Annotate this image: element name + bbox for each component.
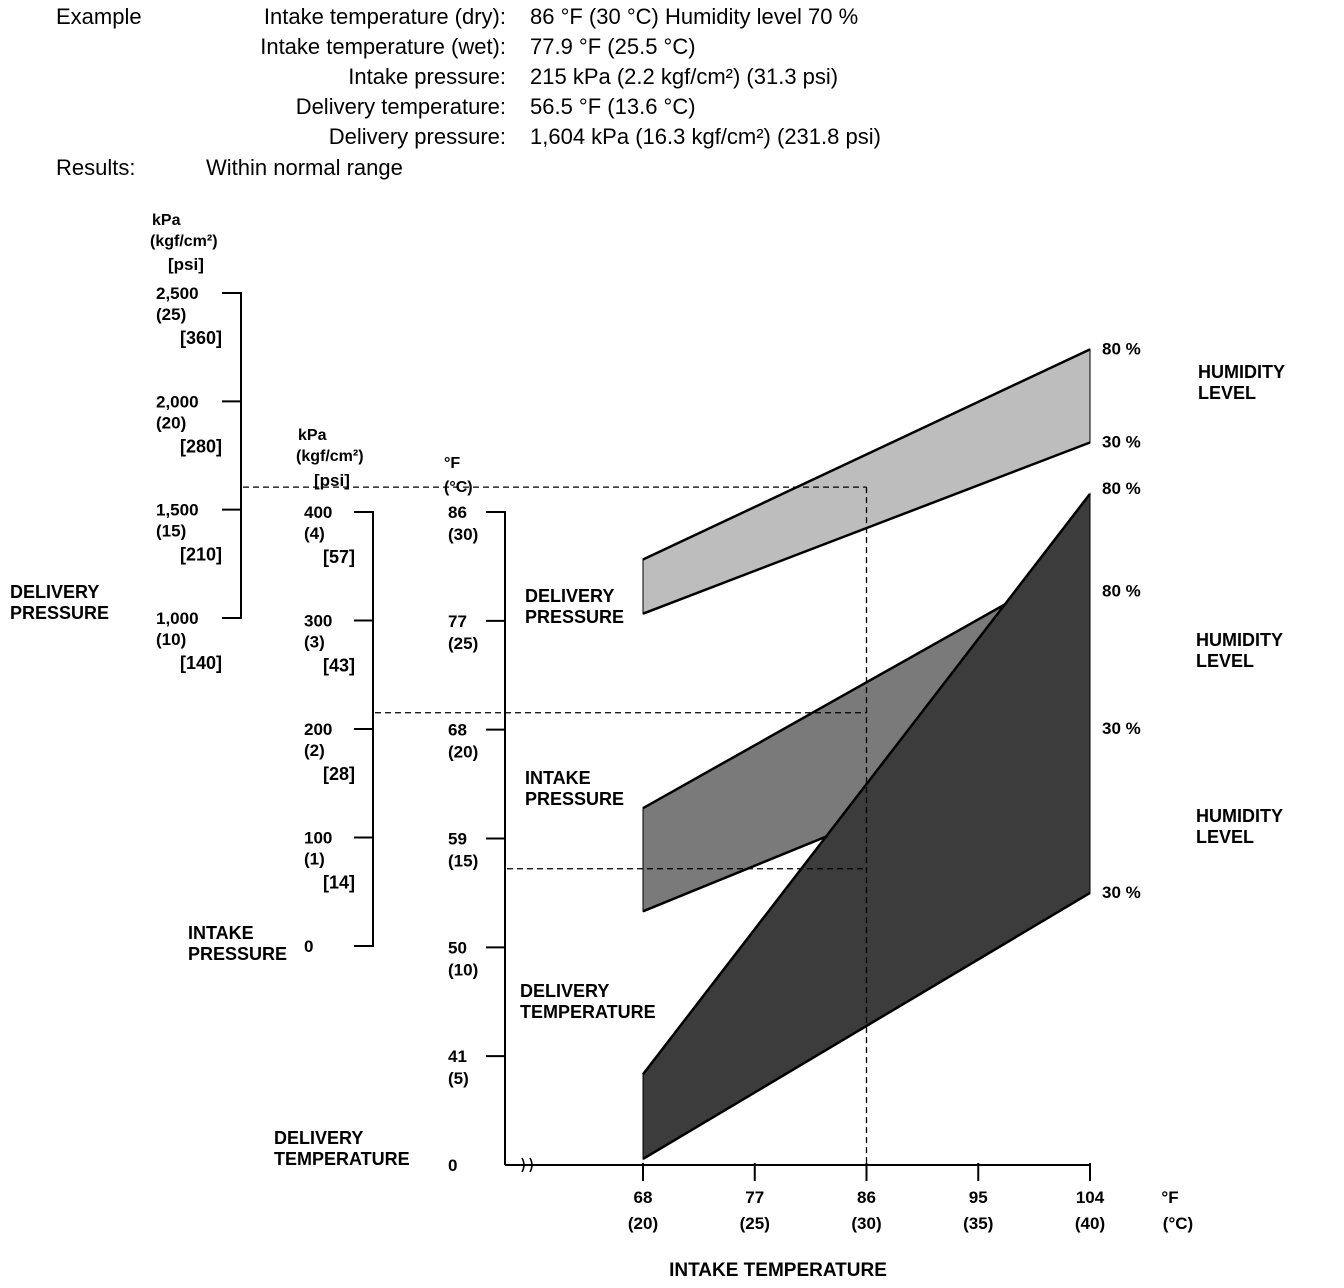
delivery-pressure-axis-title: DELIVERY bbox=[10, 582, 100, 602]
humidity-percent-label: 80 % bbox=[1102, 478, 1141, 498]
intake-temperature-tick-label: 86 bbox=[857, 1188, 876, 1207]
intake-pressure-tick-label: (3) bbox=[304, 632, 325, 652]
example-row-value: 1,604 kPa (16.3 kgf/cm²) (231.8 psi) bbox=[530, 124, 881, 149]
example-row-label: Intake temperature (wet): bbox=[260, 34, 506, 59]
delivery-temperature-tick-label: 86 bbox=[448, 503, 467, 522]
delivery-temperature-tick-label: (25) bbox=[448, 633, 479, 653]
example-row-value: 215 kPa (2.2 kgf/cm²) (31.3 psi) bbox=[530, 64, 839, 89]
delivery-temperature-tick-label: 41 bbox=[448, 1047, 467, 1067]
delivery-pressure-tick-label: [140] bbox=[179, 653, 222, 673]
humidity-percent-label: 30 % bbox=[1102, 882, 1141, 902]
humidity-level-label: LEVEL bbox=[1198, 383, 1257, 403]
intake-pressure-tick-label: [43] bbox=[322, 655, 355, 676]
axis-unit-label: °F bbox=[1161, 1188, 1179, 1207]
delivery-temperature-tick-label: 50 bbox=[448, 938, 467, 958]
intake-temperature-tick-label: (35) bbox=[963, 1214, 994, 1233]
example-row-label: Delivery pressure: bbox=[328, 124, 506, 149]
example-row-label: Intake pressure: bbox=[348, 64, 506, 89]
humidity-percent-label: 30 % bbox=[1102, 432, 1141, 452]
humidity-level-label: LEVEL bbox=[1196, 651, 1255, 671]
intake-pressure-tick-label: (1) bbox=[304, 849, 325, 869]
delivery-temperature-tick-label: (5) bbox=[448, 1069, 469, 1089]
band-label: PRESSURE bbox=[525, 607, 625, 627]
axis-unit-label: kPa bbox=[298, 427, 327, 444]
delivery-pressure-tick-label: (10) bbox=[156, 630, 187, 649]
intake-temperature-tick-label: (40) bbox=[1074, 1214, 1106, 1233]
delivery-pressure-tick-label: 1,000 bbox=[156, 609, 199, 628]
intake-temperature-tick-label: 95 bbox=[968, 1188, 988, 1207]
humidity-level-label: HUMIDITY bbox=[1196, 630, 1283, 650]
delivery-pressure-tick-label: [280] bbox=[179, 436, 222, 457]
axis-unit-label: [psi] bbox=[314, 471, 350, 490]
intake-pressure-tick-label: 200 bbox=[304, 720, 333, 739]
delivery-pressure-tick-label: (25) bbox=[156, 305, 187, 324]
intake-pressure-axis-title: INTAKE bbox=[188, 923, 254, 943]
intake-temperature-tick-label: (30) bbox=[851, 1214, 882, 1233]
band-label: DELIVERY bbox=[525, 586, 615, 606]
humidity-level-label: HUMIDITY bbox=[1196, 806, 1283, 826]
axis-unit-label: (kgf/cm²) bbox=[296, 448, 364, 465]
delivery-pressure-tick-label: [210] bbox=[179, 544, 222, 565]
delivery-temperature-tick-label: (10) bbox=[448, 960, 479, 980]
axis-unit-label: kPa bbox=[152, 212, 181, 229]
example-row-label: Delivery temperature: bbox=[295, 94, 506, 119]
example-row-value: 86 °F (30 °C) Humidity level 70 % bbox=[530, 4, 859, 29]
axis-unit-label: (°C) bbox=[444, 479, 473, 496]
delivery-temperature-tick-label: 59 bbox=[448, 829, 467, 849]
delivery-pressure-tick-label: (15) bbox=[156, 521, 187, 541]
delivery-pressure-axis-title: PRESSURE bbox=[10, 603, 110, 623]
intake-pressure-tick-label: 300 bbox=[304, 611, 333, 631]
intake-temperature-tick-label: 77 bbox=[745, 1188, 765, 1207]
band-label: DELIVERY bbox=[520, 981, 610, 1001]
results-label: Results: bbox=[56, 155, 136, 180]
humidity-level-label: HUMIDITY bbox=[1198, 362, 1285, 382]
delivery-pressure-tick-label: 1,500 bbox=[156, 500, 199, 520]
example-row-label: Intake temperature (dry): bbox=[263, 4, 506, 29]
delivery-temperature-tick-label: 68 bbox=[448, 720, 467, 740]
intake-pressure-tick-label: (4) bbox=[304, 524, 325, 543]
delivery-temperature-tick-label: (30) bbox=[448, 525, 479, 544]
axis-unit-label: [psi] bbox=[168, 255, 204, 274]
intake-pressure-tick-label: 0 bbox=[304, 937, 314, 956]
humidity-level-label: LEVEL bbox=[1196, 827, 1255, 847]
intake-pressure-tick-label: [28] bbox=[322, 764, 355, 784]
delivery-pressure-tick-label: (20) bbox=[156, 413, 187, 433]
humidity-percent-label: 30 % bbox=[1102, 719, 1141, 738]
delivery-temperature-axis-title: TEMPERATURE bbox=[274, 1149, 410, 1169]
delivery-pressure-band bbox=[643, 349, 1090, 613]
delivery-temperature-tick-label: 0 bbox=[448, 1156, 458, 1175]
delivery-temperature-tick-label: 77 bbox=[448, 611, 467, 631]
delivery-temperature-axis-title: DELIVERY bbox=[274, 1128, 364, 1148]
intake-temperature-tick-label: 68 bbox=[633, 1188, 653, 1207]
humidity-percent-label: 80 % bbox=[1102, 339, 1141, 359]
band-label: TEMPERATURE bbox=[520, 1002, 656, 1022]
intake-pressure-tick-label: (2) bbox=[304, 741, 325, 760]
example-row-value: 77.9 °F (25.5 °C) bbox=[530, 34, 696, 59]
delivery-temperature-tick-label: (15) bbox=[448, 851, 479, 871]
intake-temperature-axis-title: INTAKE TEMPERATURE bbox=[669, 1260, 887, 1281]
delivery-temperature-tick-label: (20) bbox=[448, 742, 479, 762]
intake-pressure-tick-label: [57] bbox=[322, 547, 355, 567]
results-value: Within normal range bbox=[206, 155, 403, 180]
delivery-pressure-tick-label: [360] bbox=[179, 328, 222, 348]
example-row-value: 56.5 °F (13.6 °C) bbox=[530, 94, 696, 119]
axis-unit-label: °F bbox=[444, 455, 461, 472]
axis-unit-label: (kgf/cm²) bbox=[150, 233, 218, 250]
band-label: INTAKE bbox=[525, 768, 591, 788]
intake-pressure-axis-title: PRESSURE bbox=[188, 944, 288, 964]
intake-temperature-tick-label: (25) bbox=[739, 1214, 770, 1233]
intake-pressure-tick-label: 400 bbox=[304, 503, 333, 522]
intake-temperature-tick-label: (20) bbox=[627, 1214, 659, 1233]
humidity-percent-label: 80 % bbox=[1102, 581, 1141, 601]
delivery-pressure-tick-label: 2,500 bbox=[156, 284, 199, 303]
example-label: Example bbox=[56, 4, 142, 29]
band-label: PRESSURE bbox=[525, 789, 625, 809]
axis-unit-label: (°C) bbox=[1162, 1214, 1194, 1233]
delivery-pressure-tick-label: 2,000 bbox=[156, 392, 199, 412]
intake-pressure-tick-label: 100 bbox=[304, 828, 333, 848]
intake-pressure-tick-label: [14] bbox=[322, 872, 355, 893]
intake-temperature-tick-label: 104 bbox=[1075, 1188, 1105, 1207]
